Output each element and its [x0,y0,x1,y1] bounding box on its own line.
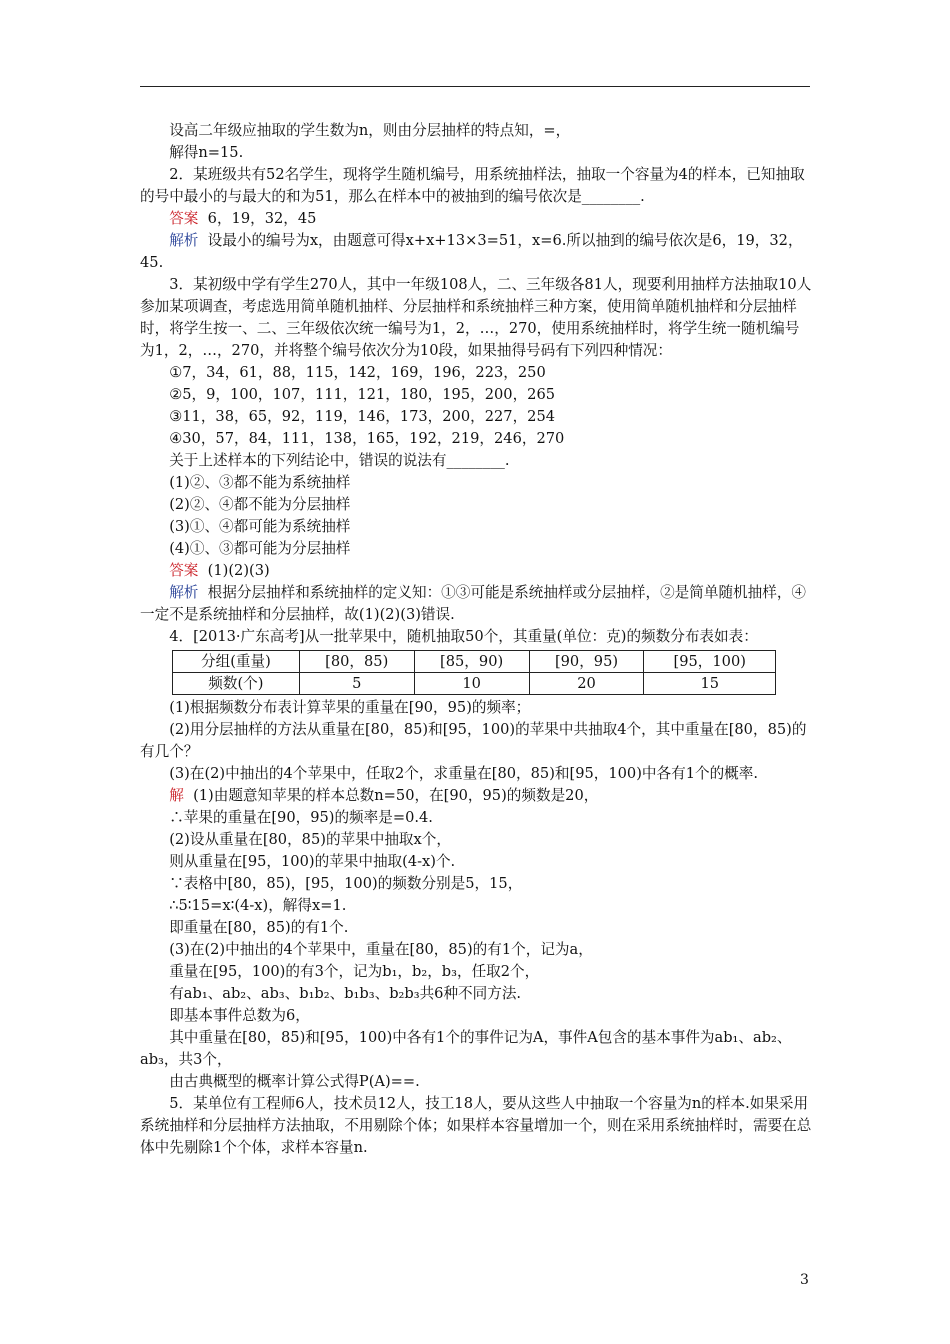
q2-answer [140,208,812,230]
document-body [140,120,812,1159]
table-cell: 20 [529,673,644,695]
solution-line: (2)设从重量在[80，85)的苹果中抽取x个， [169,831,451,848]
analysis-tag: 解析 [169,232,199,249]
case-item: ①7，34，61，88，115，142，169，196，223，250 [169,364,546,381]
analysis-tag: 解析 [169,584,199,601]
frequency-table [172,650,776,695]
q4-part: (2)用分层抽样的方法从重量在[80，85)和[95，100)的苹果中共抽取4个，其中重量在[80，85)的有几个？ [140,721,807,760]
answer-text: 6，19，32，45 [198,210,317,227]
solution-line: 即重量在[80，85)的有1个. [169,919,349,936]
table-cell: 分组(重量) [173,651,300,673]
q3-answer [140,560,812,582]
case-item: ③11，38，65，92，119，146，173，200，227，254 [169,408,556,425]
analysis-text: 设最小的编号为x，由题意可得x+x+13×3=51，x=6.所以抽到的编号依次是6，19，32，45. [140,232,803,271]
option-item: (4)①、③都可能为分层抽样 [169,540,351,557]
question-2: 2．某班级共有52名学生，现将学生随机编号，用系统抽样法，抽取一个容量为4的样本，已知抽取的号中最小的与最大的和为51，那么在样本中的被抽到的编号依次是________. [140,166,805,205]
text-line: 解得n=15. [169,144,244,161]
table-cell: [95，100) [644,651,776,673]
option-item: (1)②、③都不能为系统抽样 [169,474,351,491]
table-cell: 10 [414,673,529,695]
answer-tag: 答案 [169,562,199,579]
table-row [173,673,776,695]
option-item: (2)②、④都不能为分层抽样 [169,496,351,513]
solution-tag: 解 [169,787,184,804]
q3-stem: 关于上述样本的下列结论中，错误的说法有________. [169,452,510,469]
solution-line: ∴5∶15=x∶(4-x)，解得x=1. [169,897,347,914]
table-cell: 5 [299,673,414,695]
table-cell: 15 [644,673,776,695]
q4-part: (1)根据频数分布表计算苹果的重量在[90，95)的频率； [169,699,531,716]
text-line: 设高二年级应抽取的学生数为n，则由分层抽样的特点知，=， [169,122,571,139]
option-item: (3)①、④都可能为系统抽样 [169,518,351,535]
page-number: 3 [800,1272,809,1288]
q3-analysis [140,582,812,626]
q4-solution-start [140,785,812,807]
table-cell: [85，90) [414,651,529,673]
table-header-row [173,651,776,673]
solution-line: ∵表格中[80，85)，[95，100)的频数分别是5，15， [169,875,523,892]
question-3: 3．某初级中学有学生270人，其中一年级108人，二、三年级各81人，现要利用抽样方法抽取10人参加某项调查，考虑选用简单随机抽样、分层抽样和系统抽样三种方案，使用简单随机抽样和分层抽样时，将学生按一、二、三年级依次统一编号为1，2，…，270，使用系统抽样时，将学生统一随机编号为1，2，…，270，并将整个编号依次分为10段，如果抽得号码有下列四种情况： [140,276,812,359]
solution-line: 由古典概型的概率计算公式得P(A)==. [169,1073,420,1090]
solution-line: 即基本事件总数为6， [169,1007,310,1024]
question-5: 5．某单位有工程师6人，技术员12人，技工18人，要从这些人中抽取一个容量为n的样本.如果采用系统抽样和分层抽样方法抽取，不用剔除个体；如果样本容量增加一个，则在采用系统抽样时，需要在总体中先剔除1个个体，求样本容量n. [140,1095,812,1156]
q4-part: (3)在(2)中抽出的4个苹果中，任取2个，求重量在[80，85)和[95，100)中各有1个的概率. [169,765,758,782]
question-4: 4．[2013·广东高考]从一批苹果中，随机抽取50个，其重量(单位：克)的频数分布表如表： [169,628,758,645]
header-rule [140,86,810,87]
solution-line: (3)在(2)中抽出的4个苹果中，重量在[80，85)的有1个，记为a， [169,941,593,958]
table-cell: [90，95) [529,651,644,673]
solution-line: ∴苹果的重量在[90，95)的频率是=0.4. [169,809,433,826]
solution-line: 则从重量在[95，100)的苹果中抽取(4-x)个. [169,853,456,870]
analysis-text: 根据分层抽样和系统抽样的定义知：①③可能是系统抽样或分层抽样，②是简单随机抽样，④一定不是系统抽样和分层抽样，故(1)(2)(3)错误. [140,584,807,623]
q2-analysis [140,230,812,274]
answer-tag: 答案 [169,210,199,227]
solution-line: 其中重量在[80，85)和[95，100)中各有1个的事件记为A，事件A包含的基本事件为ab₁、ab₂、ab₃，共3个， [140,1029,792,1068]
solution-text: (1)由题意知苹果的样本总数n=50，在[90，95)的频数是20， [183,787,599,804]
solution-line: 重量在[95，100)的有3个，记为b₁，b₂，b₃，任取2个， [169,963,540,980]
case-item: ②5，9，100，107，111，121，180，195，200，265 [169,386,556,403]
answer-text: (1)(2)(3) [198,562,270,579]
table-cell: [80，85) [299,651,414,673]
solution-line: 有ab₁、ab₂、ab₃、b₁b₂、b₁b₃、b₂b₃共6种不同方法. [169,985,522,1002]
table-cell: 频数(个) [173,673,300,695]
case-item: ④30，57，84，111，138，165，192，219，246，270 [169,430,565,447]
